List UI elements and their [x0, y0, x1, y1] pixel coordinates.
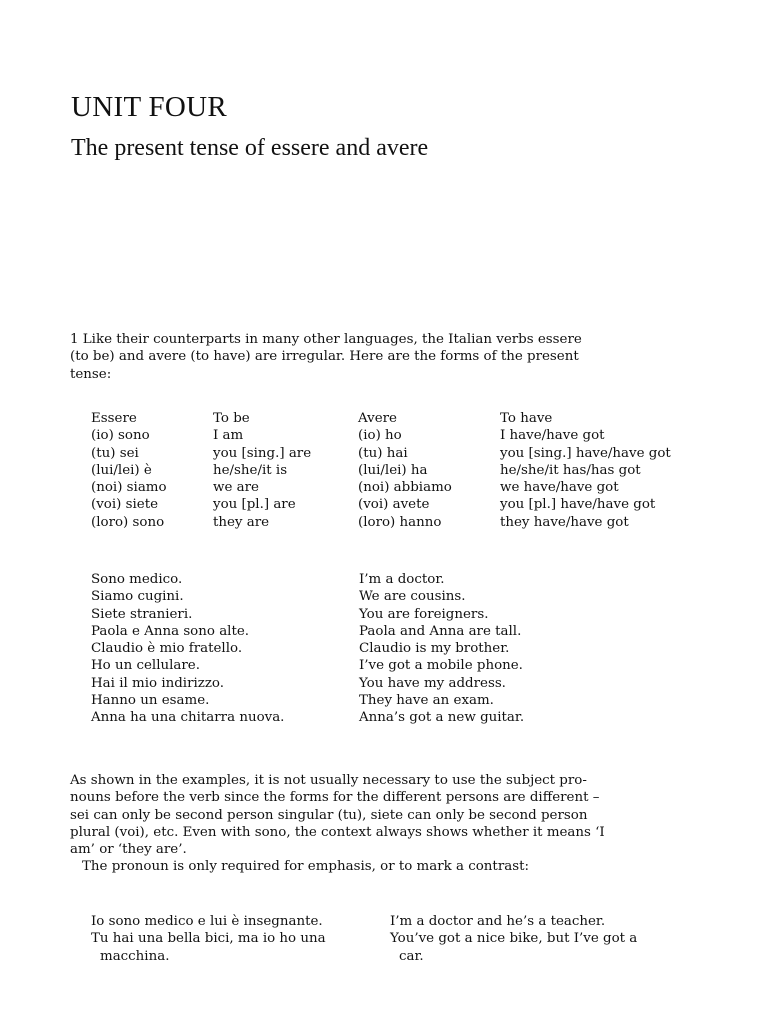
- conjugation-column-essere: [91, 410, 167, 531]
- contrast-translation-continuation: car.: [399, 948, 424, 964]
- translation-sentence: Claudio is my brother.: [359, 641, 510, 657]
- table-cell: (voi) avete: [358, 497, 430, 513]
- explanation-line: plural (voi), etc. Even with sono, the context always shows whether it means ‘I: [70, 824, 605, 840]
- conjugation-column-to-be: [213, 410, 311, 531]
- example-sentence: Siete stranieri.: [91, 606, 193, 622]
- table-cell: (lui/lei) ha: [358, 462, 428, 478]
- contrast-sentence: Io sono medico e lui è insegnante.: [91, 914, 323, 929]
- explanation-line: nouns before the verb since the forms for the different persons are different –: [70, 790, 600, 806]
- unit-title: UNIT FOUR: [71, 91, 228, 123]
- explanation-line: sei can only be second person singular (tu), siete can only be second person: [70, 807, 588, 823]
- translation-sentence: We are cousins.: [359, 589, 466, 605]
- intro-paragraph: [70, 331, 582, 383]
- contrast-translation: You’ve got a nice bike, but I’ve got a: [390, 931, 638, 947]
- table-cell: you [pl.] are: [213, 497, 296, 513]
- italian-examples-list: [91, 571, 284, 727]
- table-cell: (noi) siamo: [91, 480, 167, 496]
- intro-line: 1 Like their counterparts in many other languages, the Italian verbs essere: [70, 332, 582, 347]
- explanation-line: As shown in the examples, it is not usually necessary to use the subject pro-: [70, 773, 587, 788]
- emphasis-note: The pronoun is only required for emphasis, or to mark a contrast:: [82, 859, 529, 875]
- table-cell: he/she/it has/has got: [500, 462, 641, 478]
- table-cell: they are: [213, 514, 270, 530]
- intro-line: (to be) and avere (to have) are irregular. Here are the forms of the present: [70, 349, 579, 365]
- contrast-sentence-continuation: macchina.: [100, 948, 170, 964]
- example-sentence: Paola e Anna sono alte.: [91, 623, 250, 639]
- explanation-paragraph: [70, 772, 605, 876]
- table-cell: I have/have got: [500, 428, 605, 444]
- translation-sentence: Paola and Anna are tall.: [359, 623, 522, 639]
- explanation-line: am’ or ‘they are’.: [70, 842, 187, 858]
- table-cell: (tu) hai: [358, 445, 408, 461]
- translation-sentence: They have an exam.: [359, 693, 494, 709]
- table-cell: (noi) abbiamo: [358, 480, 452, 496]
- example-sentence: Hai il mio indirizzo.: [91, 675, 224, 691]
- column-header: To have: [500, 411, 553, 426]
- conjugation-column-avere: [358, 410, 452, 531]
- translation-sentence: You have my address.: [359, 675, 506, 691]
- table-cell: you [pl.] have/have got: [500, 497, 656, 513]
- table-cell: (lui/lei) è: [91, 462, 152, 478]
- table-cell: (io) sono: [91, 428, 150, 444]
- table-cell: (voi) siete: [91, 497, 158, 513]
- translation-sentence: Anna’s got a new guitar.: [359, 710, 525, 726]
- column-header: Essere: [91, 411, 137, 426]
- table-cell: he/she/it is: [213, 462, 288, 478]
- contrast-italian-examples: [91, 913, 326, 965]
- table-cell: you [sing.] are: [213, 445, 312, 461]
- table-cell: we have/have got: [500, 480, 619, 496]
- contrast-translation: I’m a doctor and he’s a teacher.: [390, 914, 606, 929]
- example-sentence: Siamo cugini.: [91, 589, 184, 605]
- example-sentence: Hanno un esame.: [91, 693, 210, 709]
- table-cell: (io) ho: [358, 428, 402, 444]
- contrast-english-translations: [390, 913, 637, 965]
- table-cell: I am: [213, 428, 244, 444]
- table-cell: (loro) sono: [91, 514, 165, 530]
- contrast-sentence: Tu hai una bella bici, ma io ho una: [91, 931, 326, 947]
- example-sentence: Sono medico.: [91, 572, 183, 587]
- column-header: To be: [213, 411, 250, 426]
- chapter-subtitle: The present tense of essere and avere: [71, 135, 429, 161]
- translation-sentence: I’m a doctor.: [359, 572, 445, 587]
- table-cell: (loro) hanno: [358, 514, 442, 530]
- example-sentence: Claudio è mio fratello.: [91, 641, 243, 657]
- column-header: Avere: [358, 411, 397, 426]
- table-cell: you [sing.] have/have got: [500, 445, 671, 461]
- table-cell: we are: [213, 480, 259, 496]
- english-translations-list: [359, 571, 524, 727]
- example-sentence: Ho un cellulare.: [91, 658, 200, 674]
- table-cell: they have/have got: [500, 514, 629, 530]
- translation-sentence: You are foreigners.: [359, 606, 489, 622]
- example-sentence: Anna ha una chitarra nuova.: [91, 710, 285, 726]
- table-cell: (tu) sei: [91, 445, 139, 461]
- intro-line: tense:: [70, 366, 112, 382]
- conjugation-column-to-have: [500, 410, 671, 531]
- translation-sentence: I’ve got a mobile phone.: [359, 658, 523, 674]
